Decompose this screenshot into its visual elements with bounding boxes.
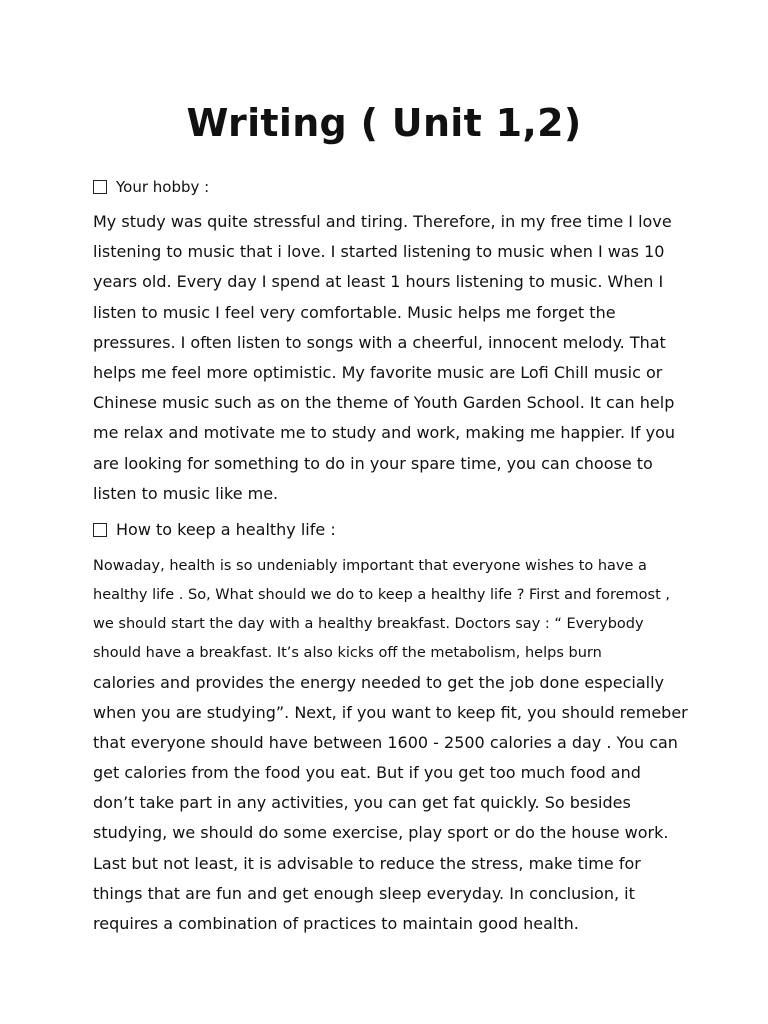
text-line: listening to music that i love. I started listening to music when I was 10 — [93, 242, 665, 262]
hobby-paragraph — [93, 207, 693, 509]
text-line: are looking for something to do in your spare time, you can choose to — [93, 453, 653, 473]
text-line: pressures. I often listen to songs with a cheerful, innocent melody. That — [93, 332, 666, 352]
text-line: Last but not least, it is advisable to reduce the stress, make time for — [93, 853, 641, 873]
healthy-life-paragraph-small — [93, 552, 693, 668]
checkbox-icon — [93, 180, 107, 194]
healthy-life-paragraph — [93, 668, 693, 939]
text-line: healthy life . So, What should we do to keep a healthy life ? First and foremost , — [93, 587, 671, 603]
text-line: we should start the day with a healthy breakfast. Doctors say : “ Everybody — [93, 616, 644, 632]
page-title: Writing ( Unit 1,2) — [186, 101, 582, 145]
section-heading-label: How to keep a healthy life : — [116, 520, 336, 539]
text-line: studying, we should do some exercise, play sport or do the house work. — [93, 823, 669, 843]
checkbox-icon — [93, 523, 107, 537]
text-line: requires a combination of practices to maintain good health. — [93, 913, 579, 933]
text-line: don’t take part in any activities, you can get fat quickly. So besides — [93, 793, 631, 813]
text-line: calories and provides the energy needed to get the job done especially — [93, 673, 664, 692]
text-line: when you are studying”. Next, if you want to keep fit, you should remeber — [93, 703, 688, 723]
text-line: My study was quite stressful and tiring. Therefore, in my free time I love — [93, 212, 672, 231]
section-heading-hobby — [93, 177, 209, 197]
text-line: that everyone should have between 1600 - 2500 calories a day . You can — [93, 733, 678, 753]
text-line: get calories from the food you eat. But if you get too much food and — [93, 763, 641, 783]
text-line: listen to music I feel very comfortable. Music helps me forget the — [93, 302, 616, 322]
text-line: Nowaday, health is so undeniably important that everyone wishes to have a — [93, 558, 647, 574]
section-heading-label: Your hobby : — [116, 178, 210, 196]
section-heading-healthy-life — [93, 520, 336, 540]
text-line: listen to music like me. — [93, 483, 279, 503]
text-line: me relax and motivate me to study and work, making me happier. If you — [93, 423, 676, 443]
text-line: things that are fun and get enough sleep everyday. In conclusion, it — [93, 883, 635, 903]
text-line: helps me feel more optimistic. My favorite music are Lofi Chill music or — [93, 363, 663, 383]
text-line: years old. Every day I spend at least 1 hours listening to music. When I — [93, 272, 664, 292]
text-line: Chinese music such as on the theme of Youth Garden School. It can help — [93, 393, 675, 413]
text-line: should have a breakfast. It’s also kicks off the metabolism, helps burn — [93, 645, 602, 661]
